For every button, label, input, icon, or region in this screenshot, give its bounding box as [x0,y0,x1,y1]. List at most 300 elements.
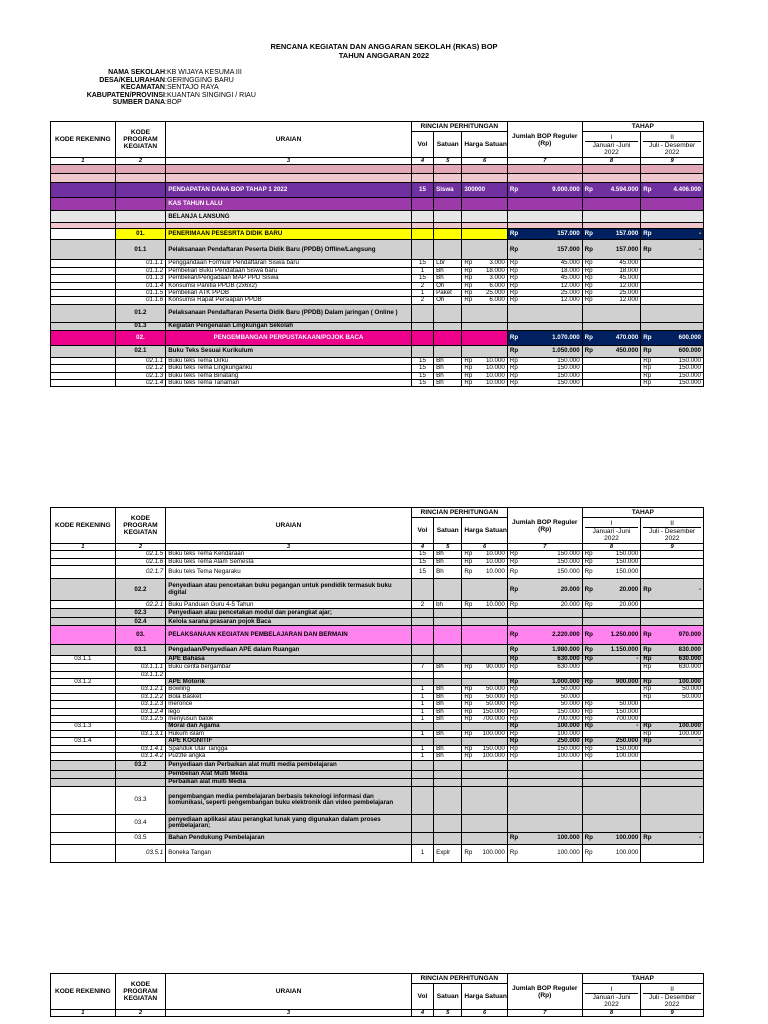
rp-label: Rp [643,693,652,700]
vol-cell: 15 [411,372,433,379]
item-row [51,365,704,372]
satuan-cell: Bh [434,365,462,372]
rp-label: Rp [464,752,473,760]
amount: 100.000 [557,752,580,760]
section-02-row [51,330,704,345]
item-code: 03.1.4.2 [115,753,166,760]
item-row [51,282,704,289]
col-kode-program: KODE PROGRAM KEGIATAN [115,508,166,544]
item-label: Bola Basket [166,693,412,700]
tahap1-cell: 20.000 [619,600,639,608]
item-code: 02.1.2 [115,365,166,372]
amount: 150.000 [678,364,701,372]
section-label: Pelaksanaan Pendaftaran Peserta Didik Baru (PPDB) Offline/Langsung [166,240,412,260]
tahap2-cell: 100.000 [678,678,701,686]
section-034-row [51,814,704,832]
satuan-cell: Bh [434,745,462,752]
satuan-cell: Bh [434,686,462,693]
col-number: 9 [641,158,704,165]
vol-cell: 15 [411,275,433,282]
item-row [51,745,704,752]
amount: 45.000 [619,259,639,267]
col-tahap1: I [585,986,639,994]
satuan-cell: Bh [434,380,462,387]
rp-label: Rp [643,631,652,639]
satuan-cell: Bh [434,663,462,671]
rp-label: Rp [509,722,519,730]
vol-cell: 15 [411,183,433,198]
amount: 150.000 [557,357,580,364]
col-jumlah: Jumlah BOP Reguler (Rp) [507,122,582,158]
jumlah-cell: 630.000 [557,655,580,663]
item-code: 02.2.1 [115,601,166,609]
item-code: 02.1.7 [115,566,166,579]
vol-cell: 1 [411,290,433,297]
amount: 10.000 [485,364,505,372]
col-tahap1: I [585,520,639,528]
rp-label: Rp [509,848,518,856]
item-label: Puzzle angka [166,753,412,760]
rp-label: Rp [584,715,593,723]
rp-label: Rp [643,678,652,686]
tahap2-cell: - [698,230,701,238]
item-row [51,267,704,274]
rp-label: Rp [509,186,519,194]
rp-label: Rp [584,833,593,841]
section-code: 02.2 [115,579,166,601]
satuan-cell: Paket [434,290,462,297]
satuan-cell: Lbr [434,260,462,267]
section-label: Penyediaan dan Perbaikan alat multi media pembelajaran [166,760,412,770]
satuan-cell: Bh [434,693,462,700]
tahap2-cell: 4.406.000 [673,186,701,194]
section-031-row [51,645,704,656]
col-kode-rekening: KODE REKENING [51,122,116,158]
amount: 50.000 [619,700,639,708]
subsection-code: 03.1.1 [51,656,116,663]
col-number: 6 [462,158,508,165]
item-code: 03.1.2.5 [115,716,166,723]
satuan-cell: Bh [434,551,462,558]
item-code: 01.1.1 [115,260,166,267]
jumlah-cell: 1.070.000 [552,333,580,341]
col-kode-rekening: KODE REKENING [51,974,116,1010]
amount: 6.000 [489,282,505,289]
section-code: 03. [115,626,166,645]
section-01-row [51,229,704,240]
section-021-row [51,345,704,357]
rp-label: Rp [584,230,593,238]
col-satuan: Satuan [434,518,462,544]
subsection-code: 03.1.2 [51,679,116,686]
vol-cell: 15 [411,558,433,565]
section-label: Buku Teks Sesuai Kurikulum [166,345,412,357]
vol-cell: 7 [411,663,433,671]
item-label: Buku Panduan Guru 4-5 Tahun [166,601,412,609]
tahap1-cell: 250.000 [615,737,639,745]
satuan-cell: bh [434,601,462,609]
info-value: :SENTAJO RAYA [165,84,219,92]
rp-label: Rp [584,282,593,289]
section-012-row [51,304,704,322]
item-label: Buku teks Tema Dirku [166,357,412,364]
amount: 12.000 [560,282,580,289]
rp-label: Rp [584,737,593,745]
col-tahap1-period: Januari -Juni 2022 [592,141,631,156]
rp-label: Rp [584,274,593,282]
satuan-cell: Bh [434,701,462,708]
col-vol: Vol [411,518,433,544]
col-number: 3 [166,158,412,165]
jumlah-cell: 9.000.000 [552,186,580,194]
jumlah-cell: 157.000 [557,230,580,238]
rp-label: Rp [584,585,593,593]
rp-label: Rp [509,745,518,752]
item-row [51,844,704,862]
amount: 150.000 [557,379,580,387]
vol-cell: 2 [411,282,433,289]
amount: 50.000 [560,685,580,693]
amount: 150.000 [678,372,701,379]
satuan-cell: Bh [434,566,462,579]
item-row [51,686,704,693]
rkas-table-page-1 [50,121,704,387]
amount: 700.000 [482,715,505,723]
info-value: :GERINGGING BARU [165,76,234,84]
vol-cell: 1 [411,745,433,752]
info-label: KECAMATAN [120,84,165,92]
item-label: Buku teks Tema Negaraku [166,566,412,579]
subsection-code: 03.1.3 [51,723,116,730]
rkas-table-page-3 [50,973,704,1017]
item-code: 01.1.6 [115,297,166,304]
rp-label: Rp [464,693,473,700]
item-row [51,693,704,700]
col-harga: Harga Satuan [462,132,508,158]
col-tahap1-period: Januari -Juni 2022 [592,993,631,1008]
tahap2-cell: 600.000 [678,347,701,355]
rp-label: Rp [509,646,519,654]
section-label: Pelaksanaan Pendaftaran Peserta Didik Baru (PPDB) Dalam jaringan ( Online ) [166,304,412,322]
jumlah-cell: 100.000 [557,730,580,737]
amount: 150.000 [615,550,639,558]
tahap2-cell: - [698,833,701,841]
amount: 45.000 [619,274,639,282]
vol-cell: 1 [411,708,433,715]
col-number: 4 [411,544,433,551]
amount: 50.000 [682,685,701,693]
amount: 150.000 [615,745,639,752]
tahap1-cell: 20.000 [619,585,639,593]
tahap2-cell: 100.000 [678,722,701,730]
tahap1-cell: 157.000 [615,230,639,238]
amount: 150.000 [557,568,580,576]
item-row [51,701,704,708]
tahap1-cell: 4.594.000 [610,186,639,194]
col-number: 6 [462,544,508,551]
satuan-cell: Oh [434,282,462,289]
tahap2-cell: 830.000 [678,646,701,654]
subsection-row [51,679,704,686]
item-label: Buku teks Tema Lingkunganku [166,365,412,372]
section-code: 03.4 [115,814,166,832]
col-tahap2-period: Juli - Desember 2022 [649,141,696,156]
belanja-row [51,211,704,223]
rp-label: Rp [509,357,518,364]
satuan-cell: Bh [434,357,462,364]
amount: 50.000 [485,700,505,708]
harga-cell: 100.000 [482,730,505,737]
subsection-code: 03.1.4 [51,738,116,745]
info-value: :BOP [165,99,182,107]
rp-label: Rp [509,289,518,297]
vol-cell: 1 [411,716,433,723]
rp-label: Rp [509,568,518,576]
section-code: 01.1 [115,240,166,260]
amount: 150.000 [482,708,505,715]
amount: 150.000 [557,364,580,372]
rp-label: Rp [464,663,473,670]
amount: 3.000 [489,259,505,267]
rp-label: Rp [464,550,473,558]
amount: 10.000 [485,568,505,576]
section-032-row [51,760,704,770]
item-label: Buku teks Tema Binatang [166,372,412,379]
col-kode-rekening: KODE REKENING [51,508,116,544]
item-row [51,730,704,737]
rp-label: Rp [509,230,519,238]
item-code: 03.1.2.4 [115,708,166,715]
amount: 25.000 [619,289,639,297]
tahap2-cell: - [698,245,701,253]
amount: 12.000 [619,282,639,289]
rp-label: Rp [509,347,519,355]
col-tahap2-period: Juli - Desember 2022 [649,993,696,1008]
col-number: 1 [51,1010,116,1017]
col-number: 9 [641,1010,704,1017]
col-tahap2-period: Juli - Desember 2022 [649,527,696,542]
rp-label: Rp [643,585,652,593]
tahap2-cell: - [698,737,701,745]
col-tahap: TAHAP [582,122,703,132]
rp-label: Rp [584,722,593,730]
info-label: KABUPATEN/PROVINSI [86,91,165,99]
subsection-row [51,723,704,730]
amount: 10.000 [485,372,505,379]
tahap2-cell: 970.000 [678,631,701,639]
harga-cell: 300000 [462,183,508,198]
section-011-row [51,240,704,260]
pembelian-row [51,770,704,778]
document-title: RENCANA KEGIATAN DAN ANGGARAN SEKOLAH (RKAS) BOP [270,42,498,51]
subsection-row [51,738,704,745]
amount: 700.000 [557,715,580,723]
rp-label: Rp [509,600,518,608]
belanja-label: BELANJA LANSUNG [166,211,412,223]
amount: 18.000 [619,267,639,274]
col-uraian: URAIAN [166,974,412,1010]
rp-label: Rp [464,289,473,297]
item-code: 02.1.4 [115,380,166,387]
col-number: 3 [166,544,412,551]
tahap2-cell: 630.000 [678,663,701,670]
amount: 10.000 [485,558,505,565]
item-code: 03.1.1.1 [115,663,166,671]
amount: 50.000 [682,693,701,700]
item-row [51,671,704,678]
rp-label: Rp [464,274,473,282]
item-label: Buku teks Tema Tanaman [166,380,412,387]
jumlah-cell: 1.000.000 [552,678,580,686]
rp-label: Rp [584,347,593,355]
section-03-row [51,626,704,645]
perbaikan-label: Perbaikan alat multi Media [166,778,412,786]
item-label: Konsumsi Rapat Persiapan PPDB [166,297,412,304]
col-number: 1 [51,544,116,551]
item-row [51,357,704,364]
rp-label: Rp [509,379,518,387]
rp-label: Rp [464,715,473,723]
item-label: Buku cerita bergambar [166,663,412,671]
amount: 150.000 [557,550,580,558]
col-tahap2: II [643,520,701,528]
tahap1-cell: - [636,655,639,663]
rp-label: Rp [509,333,519,341]
item-code: 01.1.4 [115,282,166,289]
rp-label: Rp [464,379,473,387]
rp-label: Rp [464,296,473,304]
rp-label: Rp [584,848,593,856]
rp-label: Rp [464,282,473,289]
item-row [51,558,704,565]
col-number: 1 [51,158,116,165]
amount: 18.000 [560,267,580,274]
kas-row [51,198,704,211]
section-code: 01. [115,229,166,240]
col-number: 4 [411,1010,433,1017]
rp-label: Rp [464,357,473,364]
section-024-row [51,618,704,626]
satuan-cell: Bh [434,275,462,282]
section-code: 01.2 [115,304,166,322]
amount: 150.000 [678,379,701,387]
rkas-table-page-2 [50,507,704,863]
section-code: 03.2 [115,760,166,770]
info-label: DESA/KELURAHAN [99,76,165,84]
satuan-cell: Bh [434,372,462,379]
col-number: 4 [411,158,433,165]
tahap1-cell: 900.000 [615,678,639,686]
col-number: 8 [582,544,641,551]
section-label: Bahan Pendukung Pembelajaran [166,832,412,844]
satuan-cell: Explr [434,844,462,862]
vol-cell: 2 [411,297,433,304]
rp-label: Rp [584,745,593,752]
amount: 3.000 [489,274,505,282]
vol-cell: 1 [411,686,433,693]
rp-label: Rp [643,646,652,654]
vol-cell: 1 [411,730,433,737]
vol-cell: 2 [411,601,433,609]
document-subtitle: TAHUN ANGGARAN 2022 [338,51,430,60]
rp-label: Rp [643,730,652,737]
rp-label: Rp [509,296,518,304]
tahap1-cell: 1.150.000 [610,646,639,654]
col-number: 7 [507,544,582,551]
col-number: 5 [434,158,462,165]
section-label: Kegiatan Pengenalan Lingkungan Sekolah [166,322,412,330]
rp-label: Rp [509,282,518,289]
info-value: :KUANTAN SINGINGI / RIAU [165,91,256,99]
item-code: 02.1.6 [115,558,166,565]
amount: 150.000 [482,745,505,752]
jumlah-cell: 2.220.000 [552,631,580,639]
col-number: 3 [166,1010,412,1017]
rp-label: Rp [643,357,652,364]
item-code: 01.1.3 [115,275,166,282]
section-code: 02.1 [115,345,166,357]
amount: 150.000 [615,558,639,565]
pendapatan-label: PENDAPATAN DANA BOP TAHAP 1 2022 [166,183,412,198]
item-code: 01.1.2 [115,267,166,274]
section-022-row [51,579,704,601]
vol-cell: 15 [411,260,433,267]
rp-label: Rp [509,708,518,715]
rp-label: Rp [509,752,518,760]
amount: 700.000 [615,715,639,723]
satuan-cell: Bh [434,716,462,723]
rp-label: Rp [584,186,593,194]
jumlah-cell: 630.000 [557,663,580,670]
item-row [51,601,704,609]
col-harga: Harga Satuan [462,984,508,1010]
satuan-cell: Bh [434,558,462,565]
rp-label: Rp [464,259,473,267]
section-035-row [51,832,704,844]
satuan-cell: Oh [434,297,462,304]
item-label: Pembelian Buku Pendataan Siswa baru [166,267,412,274]
info-value: :KB WIJAYA KESUMA III [165,69,242,76]
col-kode-program: KODE PROGRAM KEGIATAN [115,974,166,1010]
item-code: 03.1.4.1 [115,745,166,752]
rp-label: Rp [584,752,593,760]
jumlah-cell: 20.000 [560,585,580,593]
tahap1-cell: 450.000 [615,347,639,355]
item-code: 03.1.2.2 [115,693,166,700]
rp-label: Rp [464,745,473,752]
rp-label: Rp [584,296,593,304]
harga-cell: 10.000 [485,600,505,608]
section-label: Penyediaan atau pencetakan modul dan perangkat ajar; [166,609,412,618]
section-013-row [51,322,704,330]
pembelian-label: Pembelian Alat Multi Media [166,770,412,778]
section-033-row [51,786,704,814]
item-code: 03.1.3.1 [115,730,166,737]
rp-label: Rp [464,848,473,856]
item-row [51,753,704,760]
item-label: menyusun balok [166,716,412,723]
item-code: 02.1.1 [115,357,166,364]
jumlah-cell: 1.980.000 [552,646,580,654]
section-label: PENGEMBANGAN PERPUSTAKAAN/POJOK BACA [166,330,412,345]
amount: 45.000 [560,259,580,267]
rp-label: Rp [464,372,473,379]
amount: 50.000 [560,693,580,700]
item-row [51,380,704,387]
rp-label: Rp [509,245,519,253]
item-row [51,663,704,671]
rp-label: Rp [643,372,652,379]
